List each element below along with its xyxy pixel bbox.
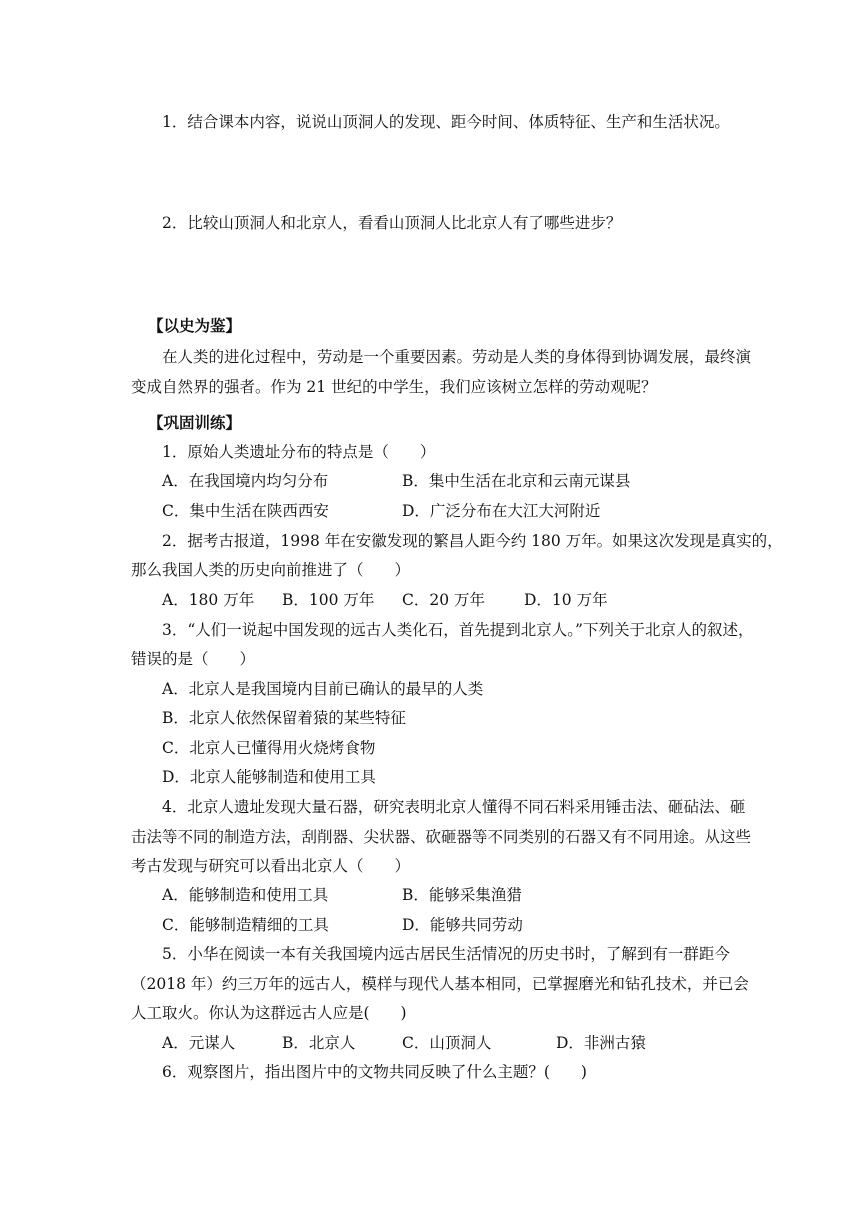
question-2-stem-line-2: 那么我国人类的历史向前推进了（ ） [131,561,411,579]
question-5-stem-line-2: （2018 年）约三万年的远古人，模样与现代人基本相同，已掌握磨光和钻孔技术，并已会 [131,975,749,993]
question-1-stem: 1．原始人类遗址分布的特点是（ ） [162,443,436,461]
question-5-option-b[interactable]: B．北京人 [282,1034,356,1052]
question-2-option-a[interactable]: A．180 万年 [162,591,255,609]
question-1-option-c[interactable]: C．集中生活在陕西西安 [162,502,329,520]
question-2-option-d[interactable]: D．10 万年 [524,591,608,609]
question-1-option-b[interactable]: B．集中生活在北京和云南元谋县 [402,472,631,490]
question-4-stem-line-1: 4．北京人遗址发现大量石器，研究表明北京人懂得不同石料采用锤击法、砸砧法、砸 [162,798,746,816]
question-6-stem: 6．观察图片，指出图片中的文物共同反映了什么主题？( ) [162,1063,587,1081]
question-3-stem-line-1: 3．“人们一说起中国发现的远古人类化石，首先提到北京人。”下列关于北京人的叙述， [162,621,754,639]
practice-heading: 【巩固训练】 [148,414,242,432]
question-4-stem-line-2: 击法等不同的制造方法，刮削器、尖状器、砍砸器等不同类别的石器又有不同用途。从这些 [131,828,752,846]
question-5-option-d[interactable]: D．非洲古猿 [556,1034,646,1052]
question-4-stem-line-3: 考古发现与研究可以看出北京人（ ） [131,857,411,875]
lesson-heading: 【以史为鉴】 [148,317,242,335]
question-5-option-c[interactable]: C．山顶洞人 [402,1034,492,1052]
question-2-stem-line-1: 2．据考古报道，1998 年在安徽发现的繁昌人距今约 180 万年。如果这次发现是真实的， [162,532,783,550]
question-4-option-a[interactable]: A．能够制造和使用工具 [162,886,329,904]
question-3-option-a[interactable]: A．北京人是我国境内目前已确认的最早的人类 [162,680,484,698]
discussion-question-2: 2．比较山顶洞人和北京人，看看山顶洞人比北京人有了哪些进步？ [162,214,622,232]
question-4-option-c[interactable]: C．能够制造精细的工具 [162,916,329,934]
question-1-option-d[interactable]: D．广泛分布在大江大河附近 [402,502,601,520]
question-5-option-a[interactable]: A．元谋人 [162,1034,236,1052]
discussion-question-1: 1．结合课本内容，说说山顶洞人的发现、距今时间、体质特征、生产和生活状况。 [162,113,730,131]
question-5-stem-line-3: 人工取火。你认为这群远古人应是( ) [131,1004,407,1022]
question-5-stem-line-1: 5．小华在阅读一本有关我国境内远古居民生活情况的历史书时，了解到有一群距今 [162,945,730,963]
question-3-stem-line-2: 错误的是（ ） [131,650,256,668]
question-1-option-a[interactable]: A．在我国境内均匀分布 [162,472,329,490]
question-2-option-b[interactable]: B．100 万年 [282,591,375,609]
question-3-option-b[interactable]: B．北京人依然保留着猿的某些特征 [162,709,406,727]
question-4-option-d[interactable]: D．能够共同劳动 [402,916,523,934]
question-3-option-c[interactable]: C．北京人已懂得用火烧烤食物 [162,739,376,757]
question-4-option-b[interactable]: B．能够采集渔猎 [402,886,522,904]
question-3-option-d[interactable]: D．北京人能够制造和使用工具 [162,768,376,786]
lesson-paragraph-line-1: 在人类的进化过程中，劳动是一个重要因素。劳动是人类的身体得到协调发展，最终演 [162,348,752,366]
question-2-option-c[interactable]: C．20 万年 [402,591,486,609]
lesson-paragraph-line-2: 变成自然界的强者。作为 21 世纪的中学生，我们应该树立怎样的劳动观呢？ [131,378,657,396]
